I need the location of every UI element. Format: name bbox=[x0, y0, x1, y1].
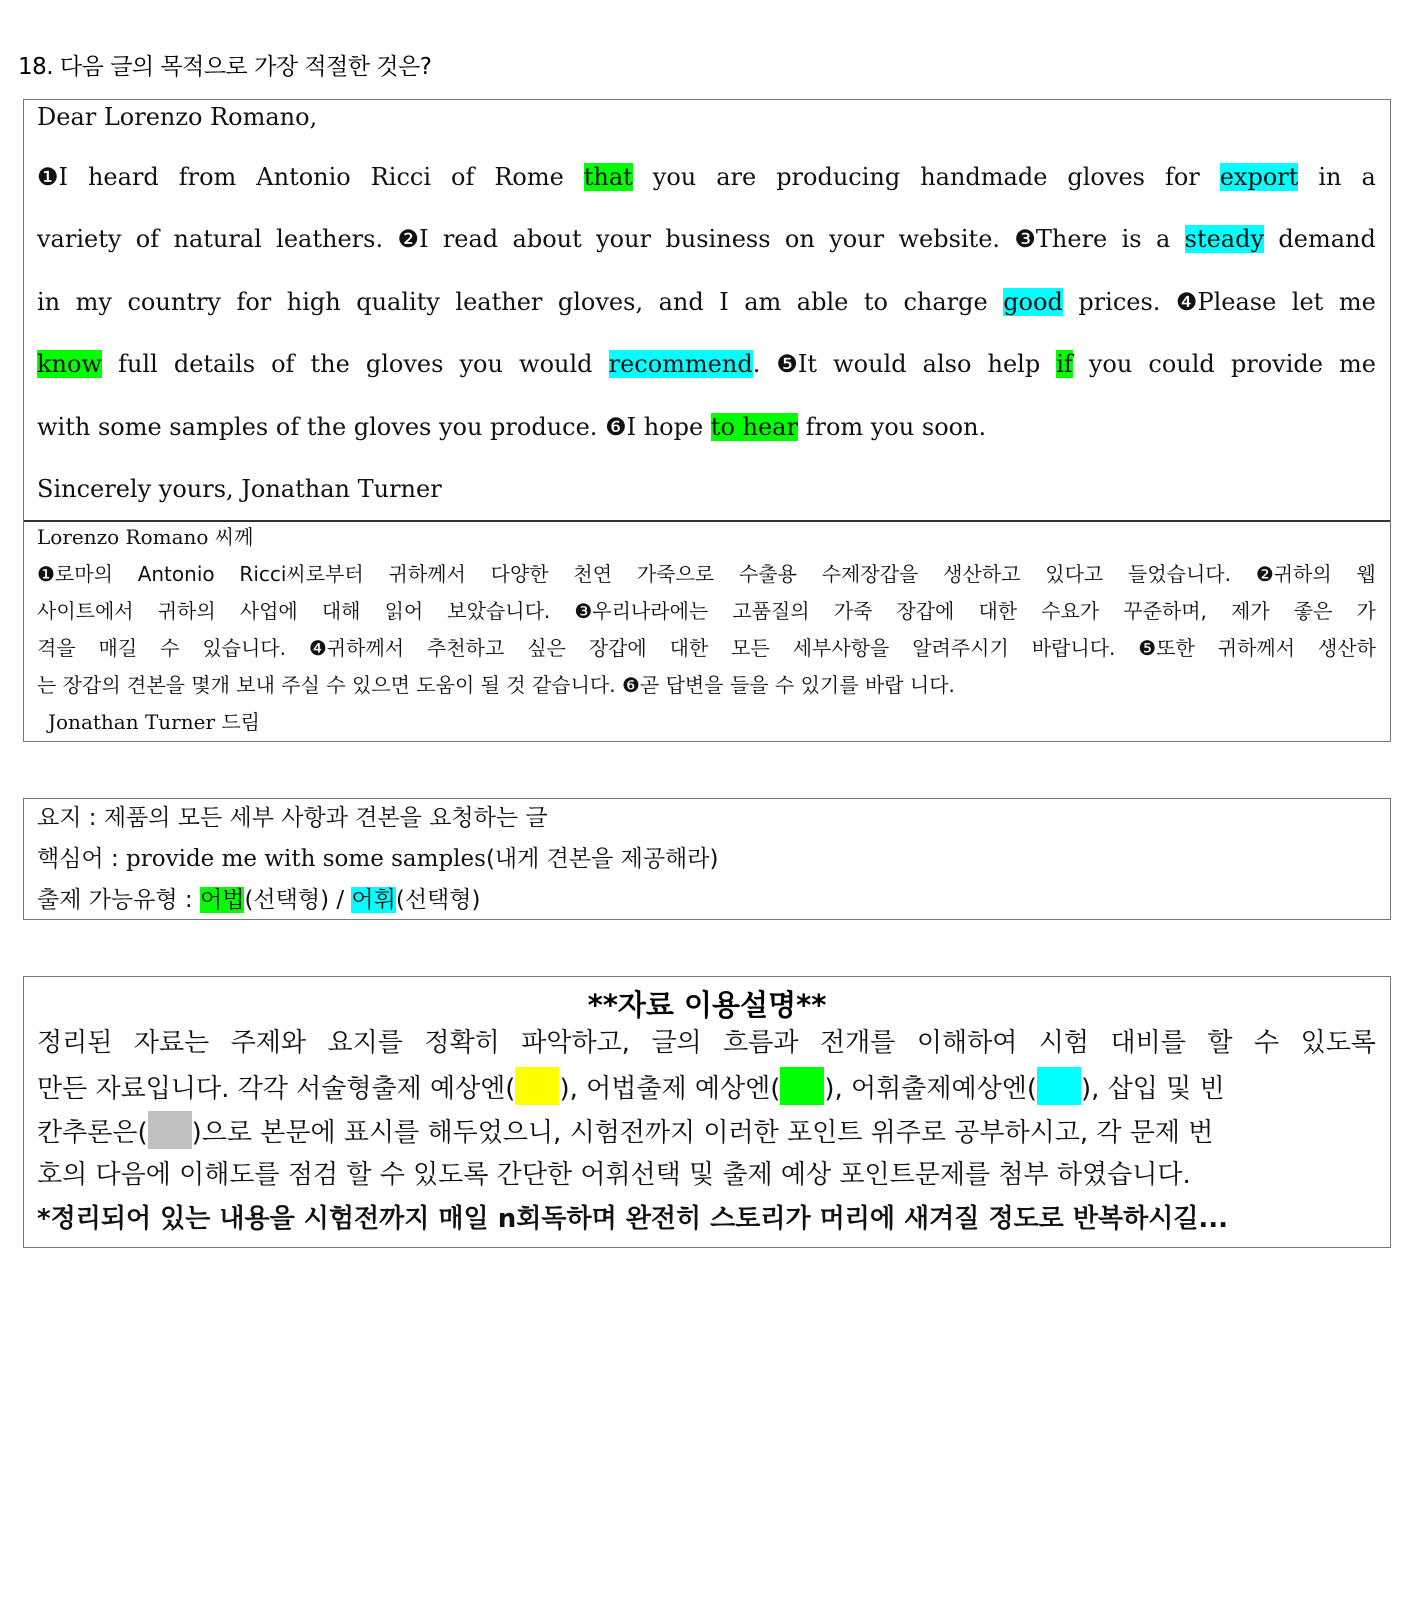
word: for bbox=[236, 288, 272, 316]
word: 격을 bbox=[37, 636, 76, 660]
word: 생산하 bbox=[1317, 636, 1376, 660]
word: are bbox=[716, 163, 757, 191]
word: 알려주시기 bbox=[912, 636, 1009, 660]
word: 싶은 bbox=[527, 636, 566, 660]
word: in bbox=[37, 288, 61, 316]
word: could bbox=[1148, 350, 1215, 378]
letter-closing: Sincerely yours, Jonathan Turner bbox=[37, 475, 442, 503]
word: prices. bbox=[1078, 288, 1161, 316]
word: the bbox=[310, 350, 350, 378]
word: 있습니다. bbox=[202, 636, 286, 660]
word: you bbox=[652, 163, 697, 191]
highlighted-word bbox=[1185, 222, 1264, 256]
word: 요지를 bbox=[327, 1028, 403, 1058]
word: of bbox=[271, 350, 295, 378]
word: quality bbox=[356, 288, 440, 316]
word: would bbox=[519, 350, 593, 378]
word: 읽어 bbox=[384, 599, 424, 623]
word: 제가 bbox=[1231, 599, 1270, 623]
question-title: 18. 다음 글의 목적으로 가장 적절한 것은? bbox=[18, 54, 432, 80]
word: ❹귀하께서 bbox=[308, 636, 405, 660]
guide-line-3: 칸추론은( )으로 본문에 표시를 해두었으니, 시험전까지 이러한 포인트 위주로 공부하시고, 각 문제 번 bbox=[37, 1111, 1376, 1151]
word: you bbox=[1088, 350, 1133, 378]
word: able bbox=[796, 288, 849, 316]
gist-line bbox=[37, 799, 548, 837]
highlighted-word bbox=[1003, 285, 1063, 319]
word: natural bbox=[173, 225, 262, 253]
translation-line-3 bbox=[37, 633, 1376, 663]
word: 장갑에 bbox=[588, 636, 647, 660]
type-vocabulary: 어휘 bbox=[351, 887, 396, 913]
highlight-vocabulary: recommend bbox=[608, 350, 753, 378]
word: help bbox=[987, 350, 1041, 378]
word: ❸우리나라에는 bbox=[574, 599, 709, 623]
highlight-vocabulary: steady bbox=[1184, 225, 1265, 253]
word: charge bbox=[903, 288, 988, 316]
highlight-vocabulary: good bbox=[1003, 288, 1063, 316]
word: 대한 bbox=[978, 599, 1018, 623]
word: a bbox=[1155, 225, 1171, 253]
word: Rome bbox=[494, 163, 564, 191]
word: 수요가 bbox=[1041, 599, 1100, 623]
word: in bbox=[1318, 163, 1342, 191]
word: 모든 bbox=[731, 636, 770, 660]
highlighted-word bbox=[584, 160, 633, 194]
word: 가 bbox=[1356, 599, 1376, 623]
word: high bbox=[286, 288, 341, 316]
word: 사이트에서 bbox=[37, 599, 134, 623]
word: 고품질의 bbox=[732, 599, 810, 623]
translation-line-4: 는 장갑의 견본을 몇개 보내 주실 수 있으면 도움이 될 것 같습니다. ❻곧 답변을 들을 수 있기를 바랍 니다. bbox=[37, 673, 955, 697]
gist-text: 제품의 모든 세부 사항과 견본을 요청하는 글 bbox=[103, 805, 548, 831]
word: 귀하께서 bbox=[1217, 636, 1296, 660]
word: 들었습니다. bbox=[1128, 562, 1231, 586]
word: for bbox=[1164, 163, 1200, 191]
word: 웹 bbox=[1356, 562, 1376, 586]
word: ❷귀하의 bbox=[1255, 562, 1332, 586]
yellow-swatch bbox=[515, 1067, 559, 1105]
passage-line-5: with some samples of the gloves you produce. ❻I hope to hear from you soon. bbox=[37, 413, 987, 441]
word: 주제와 bbox=[230, 1028, 307, 1058]
word: Antonio bbox=[137, 562, 215, 586]
usage-guide-box bbox=[23, 976, 1391, 1248]
word: demand bbox=[1278, 225, 1376, 253]
question-types-line: 출제 가능유형 : 어법(선택형) / 어휘(선택형) bbox=[37, 887, 481, 913]
word: 대비를 bbox=[1110, 1028, 1186, 1058]
word: you bbox=[459, 350, 503, 378]
highlighted-word: recommend. bbox=[608, 350, 761, 378]
word: ❶I bbox=[37, 163, 68, 191]
word: 대해 bbox=[321, 599, 361, 623]
word: producing bbox=[776, 163, 901, 191]
word: ❶로마의 bbox=[37, 562, 113, 586]
word: provide bbox=[1230, 350, 1323, 378]
highlighted-word bbox=[1220, 160, 1299, 194]
word: am bbox=[744, 288, 782, 316]
word: ❺또한 bbox=[1138, 636, 1195, 660]
word: a bbox=[1361, 163, 1376, 191]
word: website. bbox=[898, 225, 1001, 253]
word: 정리된 bbox=[37, 1028, 113, 1058]
translation-line-1 bbox=[37, 559, 1376, 589]
word: your bbox=[596, 225, 652, 253]
guide-line-4: 호의 다음에 이해도를 점검 할 수 있도록 간단한 어휘선택 및 출제 예상 포인트문제를 첨부 하였습니다. bbox=[37, 1160, 1191, 1190]
word: 귀하의 bbox=[157, 599, 216, 623]
word: leathers. bbox=[276, 225, 384, 253]
letter-greeting: Dear Lorenzo Romano, bbox=[37, 103, 318, 131]
word: from bbox=[178, 163, 237, 191]
word: country bbox=[127, 288, 221, 316]
word: 수제장갑을 bbox=[821, 562, 919, 586]
types-label: 출제 가능유형 : bbox=[37, 887, 200, 913]
word: 파악하고, bbox=[521, 1028, 630, 1058]
passage-line-4 bbox=[37, 347, 1376, 381]
word: 흐름과 bbox=[723, 1028, 799, 1058]
word: 수 bbox=[160, 636, 180, 660]
word: 보았습니다. bbox=[447, 599, 551, 623]
cyan-swatch bbox=[1037, 1067, 1081, 1105]
word: also bbox=[922, 350, 972, 378]
passage-line-3 bbox=[37, 285, 1376, 319]
word: 꾸준하며, bbox=[1123, 599, 1207, 623]
highlight-grammar: to hear bbox=[710, 413, 798, 441]
word: 생산하고 bbox=[943, 562, 1021, 586]
gist-label: 요지 : bbox=[37, 805, 104, 831]
word: read bbox=[442, 225, 499, 253]
word: 대한 bbox=[669, 636, 709, 660]
passage-line-2 bbox=[37, 222, 1376, 256]
word: 시험 bbox=[1038, 1028, 1090, 1058]
word: about bbox=[512, 225, 582, 253]
word: 천연 bbox=[573, 562, 613, 586]
word: my bbox=[75, 288, 112, 316]
highlighted-word bbox=[1056, 347, 1073, 381]
word: 자료는 bbox=[133, 1028, 210, 1058]
keyword-line bbox=[37, 840, 718, 878]
word: 바랍니다. bbox=[1031, 636, 1116, 660]
word: ❹Please bbox=[1175, 288, 1277, 316]
word: 정확히 bbox=[424, 1028, 500, 1058]
word: gloves bbox=[1067, 163, 1145, 191]
word: me bbox=[1339, 350, 1376, 378]
word: me bbox=[1338, 288, 1376, 316]
keyword-korean: (내게 견본을 제공해라) bbox=[485, 846, 719, 872]
keyword-english: provide me with some samples bbox=[126, 846, 486, 872]
guide-line-2: 만든 자료입니다. 각각 서술형출제 예상엔( ), 어법출제 예상엔( ), 어휘출제예상엔( ), 삽입 및 빈 bbox=[37, 1067, 1376, 1107]
word: Ricci씨로부터 bbox=[239, 562, 364, 586]
word: gloves, bbox=[557, 288, 644, 316]
word: business bbox=[665, 225, 771, 253]
translation-greeting: Lorenzo Romano 씨께 bbox=[37, 525, 254, 549]
type-grammar: 어법 bbox=[200, 887, 245, 913]
word: is bbox=[1121, 225, 1142, 253]
english-passage bbox=[24, 100, 1390, 520]
word: 있다고 bbox=[1045, 562, 1104, 586]
word: 할 bbox=[1207, 1028, 1233, 1058]
word: Antonio bbox=[256, 163, 351, 191]
word: ❸There bbox=[1014, 225, 1108, 253]
highlight-vocabulary: export bbox=[1219, 163, 1299, 191]
word: 세부사항을 bbox=[792, 636, 890, 660]
guide-title: **자료 이용설명** bbox=[587, 988, 827, 1022]
highlight-grammar: if bbox=[1056, 350, 1073, 378]
passage-line-1 bbox=[37, 160, 1376, 194]
word: 수 bbox=[1253, 1028, 1280, 1058]
gray-swatch bbox=[148, 1111, 192, 1149]
word: 매길 bbox=[98, 636, 138, 660]
word: would bbox=[833, 350, 907, 378]
word: full bbox=[118, 350, 158, 378]
guide-line-5: *정리되어 있는 내용을 시험전까지 매일 n회독하며 완전히 스토리가 머리에 새겨질 정도로 반복하시길... bbox=[37, 1204, 1229, 1234]
word: to bbox=[863, 288, 888, 316]
word: I bbox=[719, 288, 729, 316]
word: ❷I bbox=[397, 225, 429, 253]
word: variety bbox=[37, 225, 122, 253]
word: 전개를 bbox=[820, 1028, 896, 1058]
word: let bbox=[1291, 288, 1324, 316]
word: 이해하여 bbox=[916, 1028, 1018, 1058]
word: 추천하고 bbox=[427, 636, 505, 660]
highlight-grammar: know bbox=[37, 350, 102, 378]
translation-line-2 bbox=[37, 596, 1376, 626]
word: Ricci bbox=[370, 163, 432, 191]
word: details bbox=[173, 350, 256, 378]
highlighted-word bbox=[37, 347, 102, 381]
highlight-grammar: that bbox=[583, 163, 633, 191]
summary-box bbox=[23, 798, 1391, 920]
word: 가죽으로 bbox=[636, 562, 715, 586]
word: 다양한 bbox=[490, 562, 549, 586]
guide-line-1 bbox=[37, 1023, 1376, 1063]
word: your bbox=[829, 225, 885, 253]
word: leather bbox=[455, 288, 543, 316]
word: heard bbox=[87, 163, 159, 191]
translation-closing: Jonathan Turner 드림 bbox=[48, 710, 260, 734]
word: 가죽 bbox=[833, 599, 873, 623]
word: on bbox=[784, 225, 815, 253]
word: of bbox=[135, 225, 160, 253]
green-swatch bbox=[780, 1067, 824, 1105]
word: 사업에 bbox=[239, 599, 298, 623]
passage-box bbox=[23, 99, 1391, 742]
korean-translation bbox=[24, 522, 1390, 741]
word: 있도록 bbox=[1300, 1028, 1376, 1058]
word: and bbox=[658, 288, 704, 316]
word: ❺It bbox=[776, 350, 818, 378]
word: of bbox=[451, 163, 475, 191]
word: 글의 bbox=[651, 1028, 702, 1058]
word: gloves bbox=[365, 350, 444, 378]
word: 귀하께서 bbox=[388, 562, 466, 586]
keyword-label: 핵심어 : bbox=[37, 846, 127, 872]
word: handmade bbox=[920, 163, 1048, 191]
word: 좋은 bbox=[1293, 599, 1333, 623]
word: 장갑에 bbox=[896, 599, 955, 623]
word: 수출용 bbox=[738, 562, 797, 586]
